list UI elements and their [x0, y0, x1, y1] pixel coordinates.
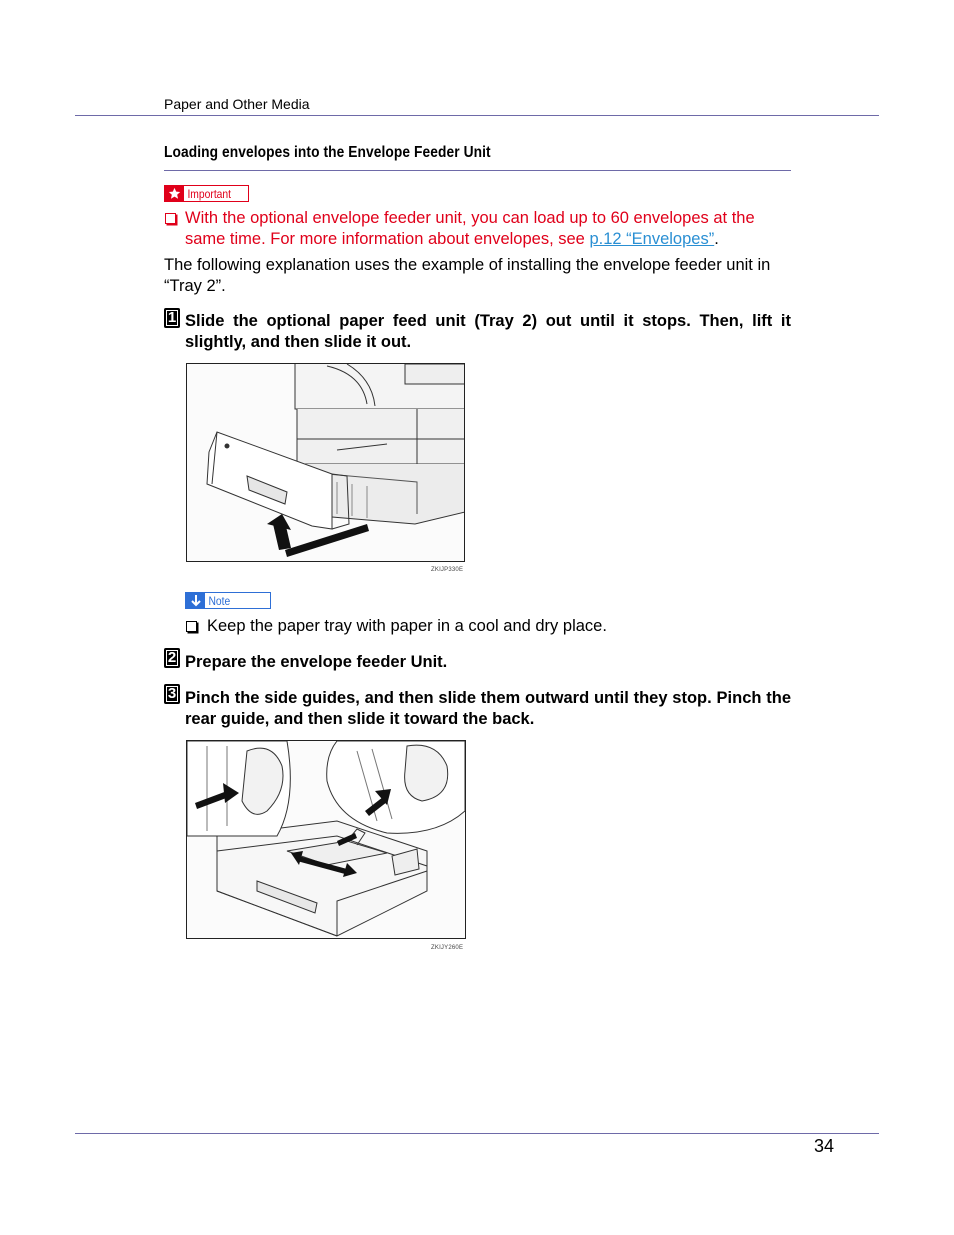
note-badge	[185, 592, 271, 609]
important-item-text: With the optional envelope feeder unit, you can load up to 60 envelopes at the same time. For more information about envelopes, see	[185, 209, 755, 248]
footer-rule	[75, 1133, 879, 1134]
step-3-number: 3	[164, 684, 180, 704]
figure-2-code: ZKIJY260E	[431, 945, 464, 951]
note-label: Note	[208, 593, 231, 608]
intro-paragraph: The following explanation uses the example of installing the envelope feeder unit in “Tray 2”.	[164, 256, 771, 295]
header-rule	[75, 115, 879, 116]
note-item: Keep the paper tray with paper in a cool and dry place.	[207, 617, 607, 635]
important-item	[185, 208, 795, 250]
step-2-text: Prepare the envelope feeder Unit.	[185, 653, 448, 671]
step-3-text: Pinch the side guides, and then slide them outward until they stop. Pinch the rear guide, and then slide it toward the back.	[185, 689, 791, 728]
section-rule	[164, 170, 791, 171]
down-arrow-icon	[186, 593, 205, 608]
step-2-number: 2	[164, 648, 180, 668]
page-number: 34	[814, 1136, 835, 1156]
section-title: Loading envelopes into the Envelope Feeder Unit	[164, 144, 491, 161]
checkbox-icon	[186, 621, 197, 632]
figure-1-code: ZKIJP330E	[431, 567, 464, 573]
star-icon	[165, 186, 184, 201]
running-header: Paper and Other Media	[164, 96, 310, 112]
important-badge	[164, 185, 249, 202]
step-1-text: Slide the optional paper feed unit (Tray 2) out until it stops. Then, lift it slightly, and then slide it out.	[185, 312, 791, 351]
checkbox-icon	[165, 213, 176, 224]
envelopes-link[interactable]: p.12 “Envelopes”	[589, 230, 715, 248]
important-item-trailing: .	[714, 230, 719, 248]
step-1-number: 1	[164, 308, 180, 328]
guide-adjustment-illustration	[186, 740, 466, 939]
tray-removal-illustration	[186, 363, 465, 562]
important-label: Important	[187, 186, 232, 201]
